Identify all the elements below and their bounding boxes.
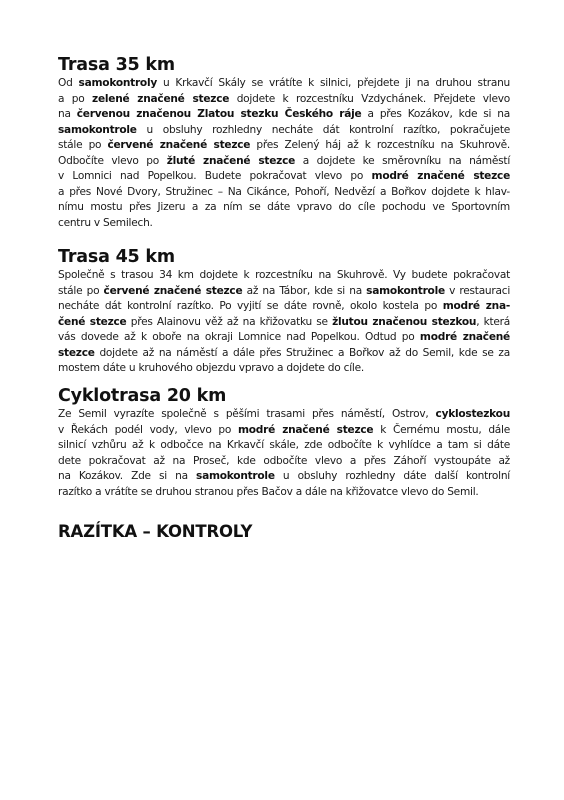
bold-run: modré značené stezce — [371, 170, 510, 182]
section-cyklotrasa-20 — [58, 385, 510, 500]
text-line — [58, 423, 510, 439]
text-run: dete pokračovat až na Proseč, kde odbočíte vlevo a přes Záhoří vystoupáte až — [58, 454, 510, 467]
text-line — [58, 200, 510, 216]
text-run: na — [58, 108, 77, 120]
bold-run: zelené značené stezce — [92, 92, 230, 105]
text-run: v restauraci — [444, 284, 511, 297]
text-run: na Kozákov. Zde si na — [58, 470, 197, 482]
text-run: až na Tábor, kde si na — [242, 284, 367, 297]
text-run: a přes Kozákov, kde si na — [361, 108, 510, 120]
section-trasa-45 — [58, 246, 510, 377]
text-line — [58, 315, 510, 331]
text-run: vás dovede až k oboře na okraji Lomnice nad Popelkou. Odtud po — [58, 331, 420, 343]
text-run: stále po — [58, 284, 104, 297]
text-run: dojdete až na náměstí a dále přes Stružinec a Bořkov až do Semil, kde se za — [94, 346, 510, 359]
bold-run: samokontrole — [196, 470, 275, 482]
text-run: dojdete k rozcestníku Vzdychánek. Přejdete vlevo — [229, 92, 510, 105]
text-line — [58, 92, 510, 108]
text-line — [58, 361, 510, 377]
text-run: mostem dáte u kruhového objezdu vpravo a dojdete do cíle. — [58, 362, 364, 374]
text-run: a přes Nové Dvory, Stružinec – Na Cikánce, Pohoří, Nedvězí a Bořkov dojdete k hlav- — [58, 185, 510, 198]
text-run: nímu mostu přes Jizeru a za ním se dáte vpravo do cíle pochodu ve Sportovním — [58, 201, 510, 213]
text-line — [58, 154, 510, 170]
text-line — [58, 485, 510, 501]
text-run: a po — [58, 92, 93, 105]
text-line — [58, 185, 510, 201]
bold-run: modré zna- — [442, 300, 510, 312]
text-line — [58, 330, 510, 346]
bold-run: žluté značené stezce — [166, 154, 296, 167]
text-run: necháte dát kontrolní razítko. Po vyjití se dáte rovně, okolo kostela po — [58, 300, 443, 312]
text-line — [58, 76, 510, 92]
text-line — [58, 123, 510, 139]
section-heading: Cyklotrasa 20 km — [58, 386, 227, 406]
bold-run: modré značené stezce — [237, 423, 374, 436]
text-run: Ze Semil vyrazíte společně s pěšími trasami přes náměstí, Ostrov, — [58, 408, 436, 420]
text-line — [58, 346, 510, 362]
text-run: stále po — [58, 139, 108, 151]
section-paragraph — [58, 407, 510, 500]
bold-run: stezce — [58, 346, 95, 359]
text-line — [58, 454, 510, 470]
text-line — [58, 284, 510, 300]
text-line — [58, 407, 510, 423]
text-line — [58, 438, 510, 454]
section-heading: Trasa 35 km — [58, 55, 175, 75]
stamps-heading: RAZÍTKA – KONTROLY — [58, 522, 253, 541]
text-run: přes Alainovu věž až na křižovatku se — [126, 315, 333, 328]
text-line — [58, 216, 510, 232]
bold-run: červenou značenou Zlatou stezku Českého ráje — [76, 108, 362, 120]
section-paragraph — [58, 268, 510, 377]
text-run: v Lomnici nad Popelkou. Budete pokračovat vlevo po — [58, 170, 372, 182]
text-run: u obsluhy rozhledny necháte dát kontrolní razítko, pokračujete — [136, 123, 510, 136]
text-run: k Černému mostu, dále — [373, 423, 511, 436]
section-trasa-35 — [58, 54, 510, 231]
text-line — [58, 299, 510, 315]
bold-run: červené značené stezce — [107, 139, 251, 151]
text-run: Odbočíte vlevo po — [58, 154, 167, 167]
bold-run: samokontrole — [58, 123, 137, 136]
text-line — [58, 268, 510, 284]
bold-run: samokontroly — [78, 77, 158, 89]
text-line — [58, 107, 510, 123]
text-line — [58, 469, 510, 485]
text-line — [58, 169, 510, 185]
text-run: Společně s trasou 34 km dojdete k rozcestníku na Skuhrově. Vy budete pokračovat — [58, 269, 510, 281]
bold-run: čené stezce — [58, 315, 127, 328]
text-run: Od — [58, 77, 79, 89]
text-run: centru v Semilech. — [58, 216, 153, 229]
text-run: u obsluhy rozhledny dáte další kontrolní — [274, 470, 511, 482]
section-heading: Trasa 45 km — [58, 247, 175, 267]
bold-run: žlutou značenou stezkou — [332, 315, 477, 328]
text-run: přes Zelený háj až k rozcestníku na Skuhrově. — [250, 139, 510, 151]
bold-run: červené značené stezce — [103, 284, 243, 297]
text-run: , která — [476, 315, 510, 328]
text-run: razítko a vrátíte se druhou stranou přes Bačov a dále na křižovatce vlevo do Semil. — [58, 485, 479, 498]
text-run: silnicí vzhůru až k odbočce na Krkavčí skále, zde odbočíte k vyhlídce a tam si dáte — [58, 439, 510, 451]
bold-run: modré značené — [419, 331, 510, 343]
text-run: v Řekách podél vody, vlevo po — [58, 423, 238, 436]
section-paragraph — [58, 76, 510, 231]
text-run: a dojdete ke směrovníku na náměstí — [295, 154, 511, 167]
bold-run: cyklostezkou — [435, 408, 510, 420]
bold-run: samokontrole — [366, 284, 445, 297]
text-run: u Krkavčí Skály se vrátíte k silnici, přejdete ji na druhou stranu — [157, 77, 510, 89]
text-line — [58, 138, 510, 154]
